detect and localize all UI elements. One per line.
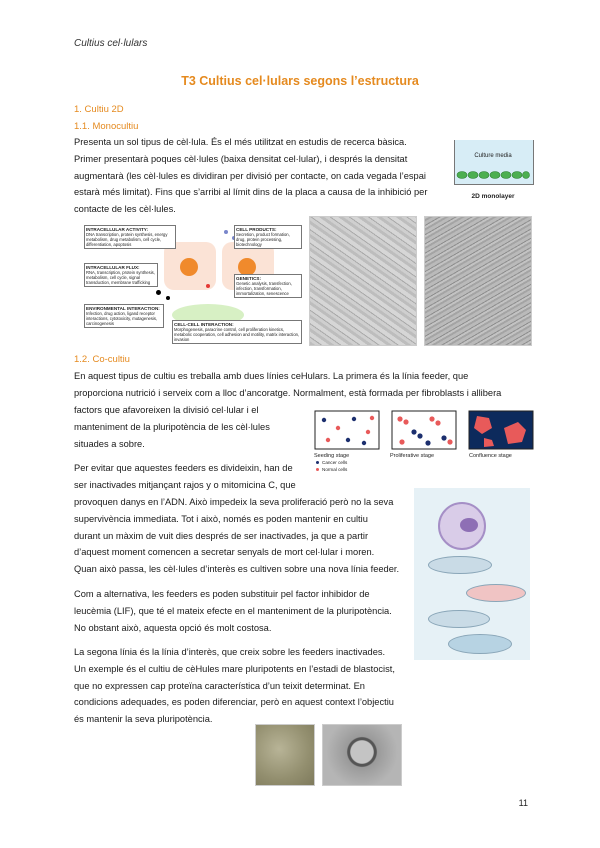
legend-marker [316, 461, 319, 464]
inner-cell-mass-icon [460, 518, 478, 532]
stage-label: Seeding stage [314, 453, 350, 459]
cell-cell-interaction-box [172, 320, 302, 344]
running-header: Cultius cel·lulars [74, 38, 148, 49]
monolayer-caption: 2D monolayer [471, 193, 515, 200]
culture-media-label: Culture media [474, 153, 512, 159]
box-text: Infection, drug action, ligand receptor interactions, cytotoxicity, mutagenesis, carcinogenesis [86, 311, 158, 326]
stage-label: Proliferative stage [390, 453, 435, 459]
intracellular-flux-box [84, 263, 158, 287]
environmental-interaction-box [84, 304, 164, 328]
box-title: INTRACELLULAR ACTIVITY: [86, 227, 149, 232]
micrograph-low-density [309, 216, 417, 346]
text-line: situades a sobre. [74, 438, 145, 449]
box-text: Genetic analysis, transfection, infection, transformation, immortalization, senescence [236, 281, 292, 296]
paragraph-cocultiu-factors [74, 402, 304, 452]
box-title: ENVIRONMENTAL INTERACTION: [86, 306, 160, 311]
legend-label: Cancer cells [322, 460, 348, 465]
legend-label: Normal cells [322, 467, 348, 472]
molecule-dot [206, 284, 210, 288]
text-line: estarà més limitat). Fins que s’arribi al límit dins de la placa a causa de la inhibició per [74, 187, 428, 198]
colony-photo [322, 724, 402, 786]
text-line: contacte de les cèl·lules. [74, 204, 176, 215]
paragraph-lif [74, 586, 408, 636]
text-line: Primer presentarà poques cèl·lules (baixa densitat cel·lular), i després la densitat [74, 153, 408, 164]
text-line: Per evitar que aquestes feeders es divideixin, han de [74, 463, 293, 473]
text-line: és mantenir la seva pluripotència. [74, 714, 213, 725]
page-number: 11 [518, 798, 528, 808]
box-title: INTRACELLULAR FLUX: [86, 265, 140, 270]
paragraph-interest-line [74, 644, 408, 728]
legend-marker [316, 468, 319, 471]
text-line: augmentarà (les cèl·lules es dividiran per divisió per contacte, on cada vegada l’espai [74, 170, 426, 181]
monolayer-cells [456, 170, 530, 180]
molecule-dot [224, 230, 228, 234]
paragraph-cocultiu-intro [74, 368, 524, 402]
intracellular-activity-box [84, 225, 176, 249]
text-line: Quan això passa, les cèl·lules d’interès es cultiven sobre una nova línia feeder. [74, 564, 400, 575]
stage-label: Confluence stage [469, 453, 512, 459]
micrograph-high-density [424, 216, 532, 346]
nucleus-icon [180, 258, 198, 276]
feeder-photo [255, 724, 315, 786]
box-text: Secretion, product formation, drug, protein processing, biotechnology [236, 232, 290, 247]
cell-products-box [234, 225, 302, 249]
growth-stages-figure [314, 410, 536, 474]
text-line: manteniment de la pluripotència de les cèl·lules [74, 421, 270, 432]
box-text: DNA transcription, protein synthesis, energy metabolism, drug metabolism, cell cycle, differentiation, apoptosis [86, 232, 168, 247]
text-line: No obstant això, aquesta opció és molt costosa. [74, 622, 272, 633]
box-title: CELL-CELL INTERACTION: [174, 322, 234, 327]
text-line: leucèmia (LIF), que té el mateix efecte en el manteniment de la pluripotència. [74, 605, 392, 616]
text-line: provoquen danys en l’ADN. Això impedeix la seva proliferació però no la seva [74, 497, 394, 507]
subsection-heading-cocultiu: 1.2. Co-cultiu [74, 354, 130, 365]
text-line: durant un màxim de vuit dies després de ser inactivades, ja que a partir [74, 530, 369, 541]
box-text: Morphogenesis, paracrine control, cell proliferation kinetics, metabolic cooperation, cell adhesion and motility, matrix interaction, invasion [174, 327, 300, 342]
section-heading-2d: 1. Cultiu 2D [74, 104, 124, 115]
petri-dish-icon [466, 584, 526, 602]
petri-dish-icon [448, 634, 512, 654]
paragraph-monocultiu [74, 134, 448, 218]
stem-cell-culture-illustration [414, 488, 530, 660]
cell-activity-diagram [84, 222, 300, 348]
stage-panels [314, 410, 536, 452]
page-title: T3 Cultius cel·lulars segons l’estructura [181, 74, 419, 88]
text-line: d’aquest moment comencen a secretar senyals de mort cel·lular i moren. [74, 547, 375, 558]
box-title: GENETICS: [236, 276, 262, 281]
text-line: Presenta un sol tipus de cèl·lula. És el més utilitzat en estudis de recerca bàsica. [74, 137, 407, 147]
text-line: factors que afavoreixen la divisió cel·lular i el [74, 405, 259, 415]
petri-dish-icon [428, 610, 490, 628]
monolayer-figure [454, 140, 532, 184]
text-line: proporciona nutrició i serveix com a lloc d’ancoratge. Normalment, està formada per fibroblasts i allibera [74, 387, 502, 398]
text-line: Un exemple és el cultiu de cèHules mare pluripotents en l’estadi de blastocist, [74, 663, 395, 674]
text-line: condicions adequades, es poden diferenciar, però en aquest context l’objectiu [74, 697, 394, 708]
molecule-dot [166, 296, 170, 300]
text-line: En aquest tipus de cultiu es treballa amb dues línies ceHulars. La primera és la línia feeder, que [74, 371, 469, 381]
subsection-heading-monocultiu: 1.1. Monocultiu [74, 121, 139, 132]
paragraph-inactivation-a [74, 460, 306, 494]
text-line: La segona línia és la línia d’interès, que creix sobre les feeders inactivades. [74, 647, 386, 657]
text-line: que no expressen cap proteïna característica d’un teixit determinat. En [74, 680, 365, 691]
genetics-box [234, 274, 302, 298]
paragraph-inactivation-b [74, 494, 408, 578]
molecule-dot [156, 290, 161, 295]
text-line: Com a alternativa, les feeders es poden substituir pel factor inhibidor de [74, 589, 370, 599]
petri-dish-icon [428, 556, 492, 574]
text-line: supervivència immediata. Tot i això, només es poden mantenir en cultiu [74, 513, 368, 524]
text-line: ser inactivades mitjançant rajos y o mitomicina C, que [74, 479, 296, 490]
box-title: CELL PRODUCTS: [236, 227, 277, 232]
box-text: RNA, transcription, protein synthesis, metabolism, cell cycle, signal transduction, membrane trafficking [86, 270, 155, 285]
